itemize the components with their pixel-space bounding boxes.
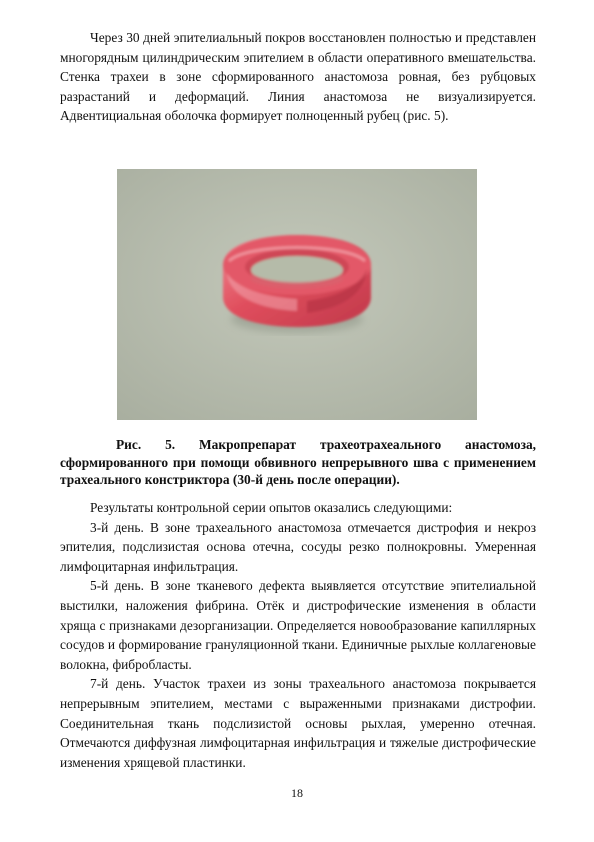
results-text-block <box>60 498 536 772</box>
figure-caption: Рис. 5. Макропрепарат трахеотрахеального анастомоза, сформированного при помощи обвивного непрерывного шва с применением трахеального констриктора (30-й день после операции). <box>60 437 536 487</box>
intro-text-block <box>60 28 536 126</box>
day-3-paragraph: 3-й день. В зоне трахеального анастомоза отмечается дистрофия и некроз эпителия, подслизистая основа отечна, сосуды резко полнокровны. Умеренная лимфоцитарная инфильтрация. <box>60 519 536 574</box>
trachea-specimen-image <box>117 169 477 420</box>
intro-paragraph: Через 30 дней эпителиальный покров восстановлен полностью и представлен многорядным цилиндрическим эпителием в области оперативного вмешательства. Стенка трахеи в зоне сформированного анастомоза ровная, без рубцовых разрастаний и деформаций. Линия анастомоза не визуализируется. Адвентициальная оболочка формирует полноценный рубец (рис. 5). <box>60 30 536 124</box>
results-intro-paragraph: Результаты контрольной серии опытов оказались следующими: <box>90 500 453 515</box>
day-7-paragraph: 7-й день. Участок трахеи из зоны трахеального анастомоза покрывается непрерывным эпителием, местами с выраженными признаками дистрофии. Соединительная ткань подслизистой основы рыхлая, умеренно отечная. Отмечаются диффузная лимфоцитарная инфильтрация и тяжелые дистрофические изменения хрящевой пластинки. <box>60 676 536 770</box>
figure-photo <box>117 169 477 420</box>
day-5-paragraph: 5-й день. В зоне тканевого дефекта выявляется отсутствие эпителиальной выстилки, наложения фибрина. Отёк и дистрофические изменения в области хряща с признаками дезорганизации. Определяется новообразование капиллярных сосудов и формирование грануляционной ткани. Единичные рыхлые коллагеновые волокна, фибробласты. <box>60 578 536 672</box>
page-number: 18 <box>291 786 303 800</box>
